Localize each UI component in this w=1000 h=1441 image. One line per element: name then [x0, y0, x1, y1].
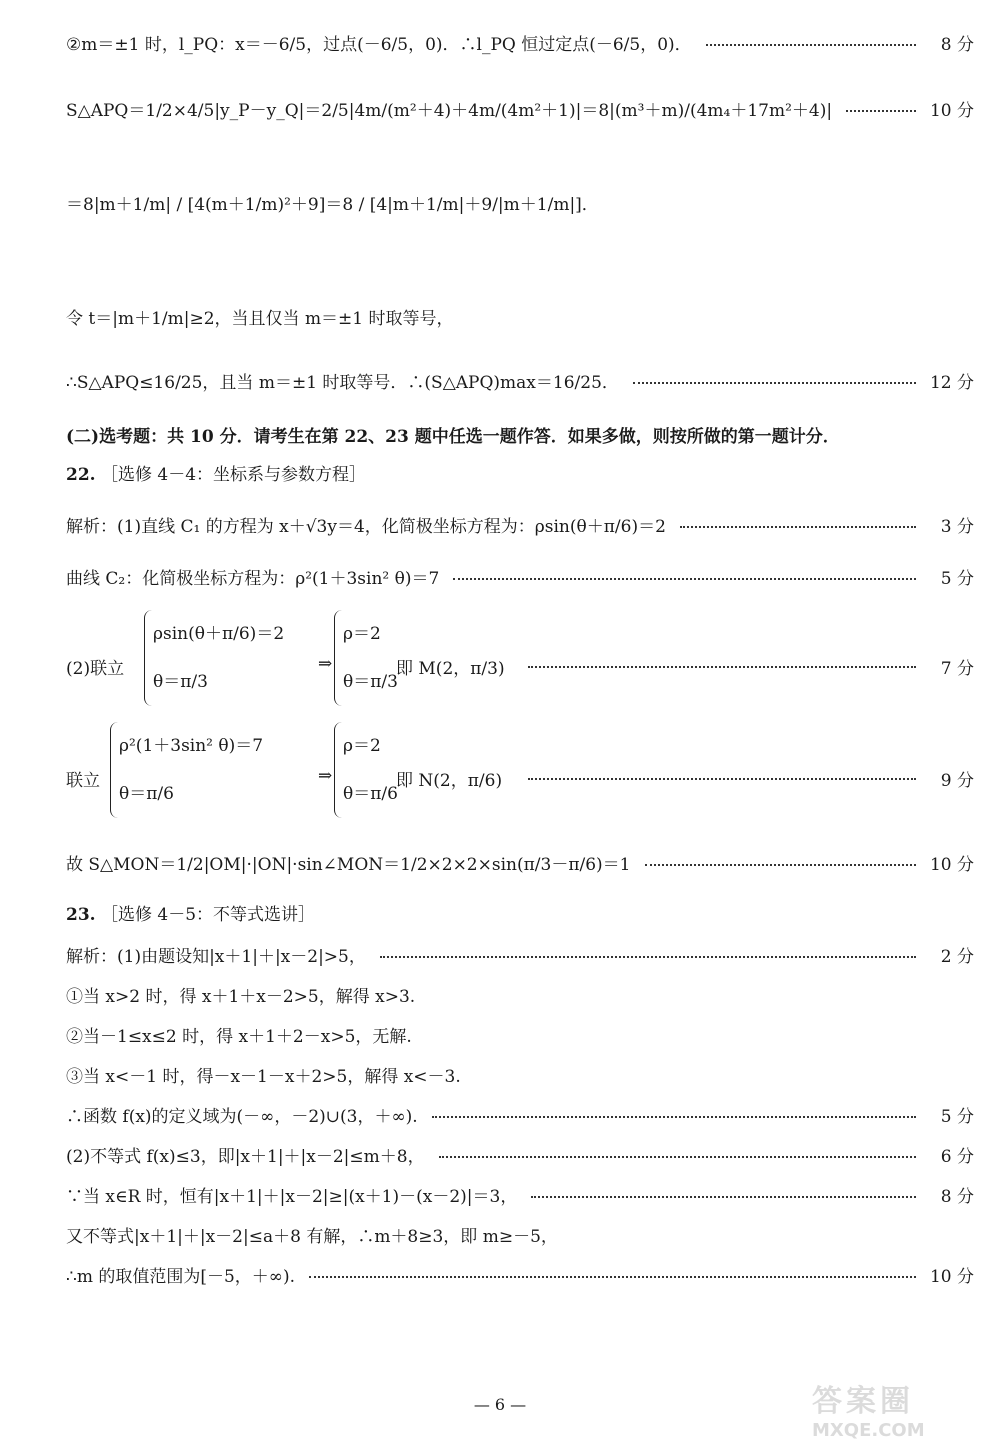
dot-leader [531, 1196, 916, 1198]
system-equations [110, 722, 263, 818]
score-label: 9 分 [940, 771, 974, 791]
score-label: 6 分 [940, 1147, 974, 1167]
q23-title: ［选修 4－5：不等式选讲］ [100, 905, 316, 925]
solution-line-3 [66, 190, 974, 215]
solution-line-4 [66, 304, 974, 329]
solution-line-2 [66, 96, 974, 121]
dot-leader [633, 382, 916, 384]
solution-text: 解析：(1)由题设知|x＋1|＋|x－2|>5， [66, 947, 366, 967]
q23-line-7 [66, 1182, 974, 1207]
system-result [334, 722, 398, 818]
q23-line-6 [66, 1142, 974, 1167]
score-label: 8 分 [940, 35, 974, 55]
q23-line-4 [66, 1062, 974, 1087]
system-result [334, 610, 398, 706]
dot-leader [528, 666, 916, 668]
page-number: — 6 — [473, 1395, 527, 1414]
q22-final-line [66, 850, 974, 875]
dot-leader [432, 1116, 916, 1118]
score-label: 10 分 [929, 101, 974, 121]
system-equation: ρ＝2 [343, 624, 381, 644]
score-label: 2 分 [940, 947, 974, 967]
solution-text: S△APQ＝1/2×4/5|y_P－y_Q|＝2/5|4m/(m²＋4)＋4m/(4m²＋1)|＝8|(m³＋m)/(4m₄＋17m²＋4)| [66, 101, 833, 121]
point-result: 即 M(2，π/3) [396, 659, 505, 679]
solution-text: ∴函数 f(x)的定义域为(－∞，－2)∪(3，＋∞). [66, 1107, 418, 1127]
dot-leader [453, 578, 916, 580]
q23-line-2 [66, 982, 974, 1007]
score-label: 10 分 [929, 1267, 974, 1287]
dot-leader [309, 1276, 916, 1278]
q23-number: 23. [66, 905, 96, 925]
q22-line-2 [66, 564, 974, 589]
score-label: 3 分 [940, 517, 974, 537]
q22-system-1 [66, 610, 974, 720]
implies-arrow: ⇒ [318, 766, 333, 786]
q23-line-5 [66, 1102, 974, 1127]
system-equation: θ＝π/6 [343, 784, 398, 804]
elective-section-heading: (二)选考题：共 10 分．请考生在第 22、23 题中任选一题作答．如果多做，则按所做的第一题计分． [66, 427, 840, 447]
solution-text: ∵当 x∈R 时，恒有|x＋1|＋|x－2|≥|(x＋1)－(x－2)|＝3， [66, 1187, 518, 1207]
system-equations [144, 610, 284, 706]
solution-text: ③当 x<－1 时，得－x－1－x＋2>5，解得 x<－3. [66, 1067, 461, 1087]
solution-text: 解析：(1)直线 C₁ 的方程为 x＋√3y＝4，化简极坐标方程为：ρsin(θ＋π/6)＝2 [66, 517, 666, 537]
system-equation: θ＝π/3 [153, 672, 208, 692]
solution-line-5 [66, 368, 974, 393]
q22-line-1 [66, 512, 974, 537]
system-equation: ρ²(1＋3sin² θ)＝7 [119, 736, 264, 756]
q22-number: 22. [66, 465, 96, 485]
watermark-site: MXQE.COM [812, 1420, 925, 1441]
score-label: 5 分 [940, 1107, 974, 1127]
system-equation: θ＝π/6 [119, 784, 174, 804]
dot-leader [645, 864, 917, 866]
solution-text: 故 S△MON＝1/2|OM|·|ON|·sin∠MON＝1/2×2×2×sin(π/3－π/6)＝1 [66, 855, 631, 875]
solution-text: 曲线 C₂：化简极坐标方程为：ρ²(1＋3sin² θ)＝7 [66, 569, 440, 589]
solution-text: ①当 x>2 时，得 x＋1＋x－2>5，解得 x>3. [66, 987, 416, 1007]
dot-leader [846, 110, 916, 112]
solution-text: ②m＝±1 时，l_PQ：x＝－6/5，过点(－6/5，0)．∴l_PQ 恒过定点(－6/5，0)． [66, 35, 692, 55]
system-equation: ρsin(θ＋π/6)＝2 [153, 624, 285, 644]
system-label: (2)联立 [66, 659, 125, 679]
solution-line-1 [66, 30, 974, 55]
dot-leader [706, 44, 916, 46]
implies-arrow: ⇒ [318, 654, 333, 674]
q23-heading [66, 900, 315, 925]
point-result: 即 N(2，π/6) [396, 771, 503, 791]
q23-line-3 [66, 1022, 974, 1047]
q22-heading [66, 460, 366, 485]
dot-leader [680, 526, 916, 528]
system-label: 联立 [66, 771, 100, 791]
solution-text: ∴m 的取值范围为[－5，＋∞). [66, 1267, 295, 1287]
dot-leader [439, 1156, 916, 1158]
watermark-title: 答案圈 [812, 1384, 914, 1419]
system-equation: ρ＝2 [343, 736, 381, 756]
system-equation: θ＝π/3 [343, 672, 398, 692]
solution-text: ②当－1≤x≤2 时，得 x＋1＋2－x>5，无解. [66, 1027, 412, 1047]
solution-text: (2)不等式 f(x)≤3，即|x＋1|＋|x－2|≤m＋8， [66, 1147, 425, 1167]
q23-line-9 [66, 1262, 974, 1287]
q22-title: ［选修 4－4：坐标系与参数方程］ [100, 465, 367, 485]
dot-leader [528, 778, 916, 780]
solution-text: 又不等式|x＋1|＋|x－2|≤a＋8 有解，∴m＋8≥3，即 m≥－5， [66, 1227, 558, 1247]
q23-line-1 [66, 942, 974, 967]
solution-text: 令 t＝|m＋1/m|≥2，当且仅当 m＝±1 时取等号， [66, 309, 454, 329]
q23-line-8 [66, 1222, 974, 1247]
score-label: 8 分 [940, 1187, 974, 1207]
q22-system-2 [66, 722, 974, 832]
solution-text: ∴S△APQ≤16/25，且当 m＝±1 时取等号．∴(S△APQ)max＝16/25． [66, 373, 619, 393]
score-label: 7 分 [940, 659, 974, 679]
score-label: 5 分 [940, 569, 974, 589]
solution-text: ＝8|m＋1/m| / [4(m＋1/m)²＋9]＝8 / [4|m＋1/m|＋9/|m＋1/m|]． [66, 195, 599, 215]
dot-leader [380, 956, 916, 958]
score-label: 10 分 [929, 855, 974, 875]
watermark-logo [812, 1376, 972, 1441]
score-label: 12 分 [929, 373, 974, 393]
